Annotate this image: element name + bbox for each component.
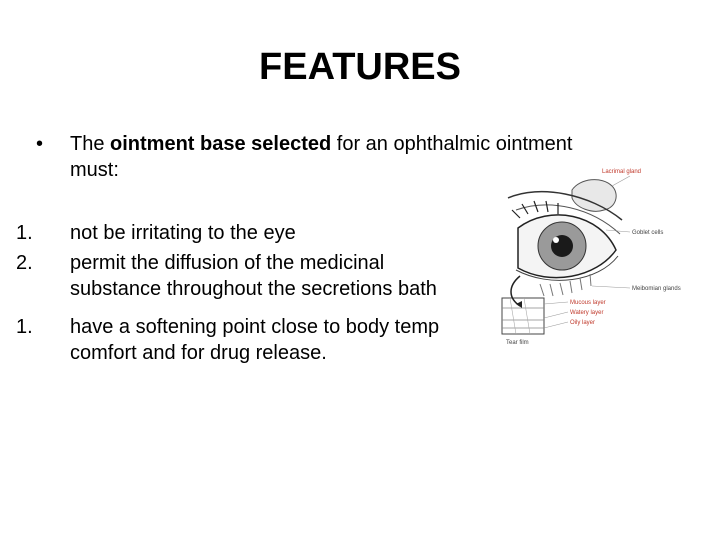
- label-meibomian-glands: Meibomian glands: [632, 286, 681, 292]
- eye-highlight: [553, 237, 559, 243]
- label-mucous-layer: Mucous layer: [570, 300, 606, 306]
- intro-line2: must:: [70, 159, 119, 181]
- lacrimal-gland-shape: [572, 180, 616, 212]
- tear-film-inset: [502, 298, 544, 334]
- list-text: not be irritating to the eye: [70, 222, 296, 244]
- list-number: 1.: [16, 222, 33, 244]
- label-goblet-cells: Goblet cells: [632, 230, 664, 236]
- label-watery-layer: Watery layer: [570, 310, 604, 316]
- intro-bold: ointment base selected: [110, 133, 332, 155]
- label-lacrimal-gland: Lacrimal gland: [602, 169, 642, 175]
- intro-prefix: The: [70, 133, 111, 155]
- slide-title: FEATURES: [259, 46, 461, 88]
- label-tear-film: Tear film: [506, 340, 529, 346]
- list-number: 2.: [16, 252, 33, 274]
- bullet-dot: •: [36, 133, 44, 155]
- list-number: 1.: [16, 316, 33, 338]
- list-text: permit the diffusion of the medicinal: [70, 252, 385, 274]
- list-text-cont: substance throughout the secretions bath: [70, 278, 437, 300]
- intro-rest: for an ophthalmic ointment: [331, 133, 573, 155]
- list-text-cont: comfort and for drug release.: [70, 342, 327, 364]
- label-oily-layer: Oily layer: [570, 320, 596, 326]
- eye-diagram: [480, 158, 685, 348]
- list-text: have a softening point close to body temp: [70, 316, 440, 338]
